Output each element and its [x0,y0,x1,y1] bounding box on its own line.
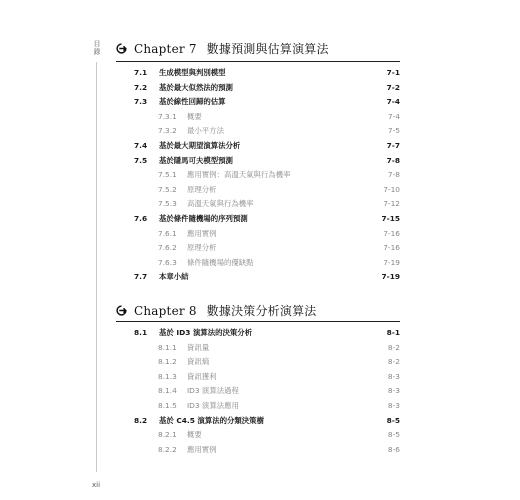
toc-entry-number: 7.1 [134,68,148,77]
toc-section-entry[interactable] [134,95,400,109]
chapter-title: 數據決策分析演算法 [206,304,317,318]
toc-subsection-entry[interactable] [134,227,400,241]
toc-section-entry[interactable] [134,81,400,95]
toc-entry-title: 資訊獲利 [187,371,217,381]
toc-entry-page: 8-5 [387,430,400,440]
chapter-title: 數據預測與估算演算法 [206,42,329,56]
toc-entry-title: 本章小結 [159,272,189,282]
toc-entry-title: 原理分析 [187,243,217,253]
toc-entry-page: 8-3 [387,371,400,381]
toc-entry-title: 原理分析 [187,184,217,194]
toc-entry-title: 高溫天氣與行為機率 [187,199,254,209]
toc-entry-page: 8-2 [387,342,400,352]
toc-entry-number: 7.5.3 [158,199,177,209]
chapter-number: Chapter 7 [134,42,197,56]
toc-entry-number: 8.2 [134,415,148,425]
toc-entry-title: 生成模型與判別模型 [159,68,226,77]
toc-subsection-entry[interactable] [134,370,400,384]
toc-entry-page: 8-5 [386,415,400,425]
toc-entry-page: 7-16 [383,243,400,253]
toc-subsection-entry[interactable] [134,183,400,197]
toc-entry-title: ID3 演算法過程 [187,386,239,396]
toc-section-entry[interactable] [134,270,400,284]
toc-entry-page: 7-1 [386,68,400,77]
toc-entry-number: 8.1 [134,328,148,337]
toc-subsection-entry[interactable] [134,443,400,457]
toc-entry-title: 基於最大期望演算法分析 [159,141,241,150]
toc-entry-page: 8-3 [387,386,400,396]
toc-entry-page: 7-19 [381,272,400,282]
toc-section-entry[interactable] [134,326,400,340]
chapter-8-rule [116,321,400,322]
toc-entry-title: 條件隨機場的優缺點 [187,257,254,267]
toc-entry-title: 基於條件隨機場的序列預測 [159,214,248,223]
toc-entry-title: 應用實例 [187,444,217,454]
toc-entry-page: 8-6 [387,444,400,454]
toc-entry-number: 8.2.1 [158,430,177,440]
toc-subsection-entry[interactable] [134,355,400,369]
toc-entry-number: 7.4 [134,141,148,150]
toc-subsection-entry[interactable] [134,197,400,211]
toc-subsection-entry[interactable] [134,384,400,398]
toc-entry-page: 7-2 [386,82,400,92]
toc-subsection-entry[interactable] [134,124,400,138]
toc-entry-page: 8-1 [386,328,400,337]
toc-entry-page: 7-8 [386,155,400,165]
toc-subsection-entry[interactable] [134,341,400,355]
toc-entry-number: 7.7 [134,272,148,282]
toc-entry-title: 概要 [187,111,202,121]
toc-entry-title: 概要 [187,430,202,440]
toc-entry-title: 應用實例：高溫天氣與行為機率 [187,170,291,180]
toc-section-entry[interactable] [134,66,400,80]
toc-entry-title: 基於 C4.5 演算法的分類決策樹 [159,415,264,425]
toc-entry-page: 7-12 [383,199,400,209]
toc-entry-number: 7.5 [134,155,148,165]
toc-entry-number: 7.3.2 [158,126,177,136]
chapter-7-rule [116,61,400,62]
toc-entry-page: 8-2 [387,357,400,367]
toc-subsection-entry[interactable] [134,399,400,413]
toc-subsection-entry[interactable] [134,428,400,442]
toc-entry-number: 7.3.1 [158,111,177,121]
toc-entry-number: 7.6 [134,214,148,223]
toc-entry-number: 8.1.5 [158,401,177,410]
toc-entry-number: 7.5.2 [158,184,177,194]
toc-section-entry[interactable] [134,414,400,428]
toc-entry-number: 8.1.1 [158,342,177,352]
toc-entry-number: 7.3 [134,97,148,107]
toc-entry-page: 7-10 [383,184,400,194]
side-rule [96,62,97,472]
toc-entry-number: 7.5.1 [158,170,177,180]
toc-entry-number: 8.1.2 [158,357,177,367]
toc-entry-number: 8.1.4 [158,386,177,396]
toc-entry-title: 最小平方法 [187,126,224,136]
toc-entry-title: 基於 ID3 演算法的決策分析 [159,328,253,337]
toc-entry-page: 7-15 [381,214,400,223]
toc-entry-number: 7.6.1 [158,228,177,238]
toc-entry-page: 7-5 [387,126,400,136]
toc-entry-title: 基於隱馬可夫模型預測 [159,155,233,165]
toc-entry-page: 7-7 [386,141,400,150]
chapter-arrow-icon [116,305,127,316]
toc-subsection-entry[interactable] [134,241,400,255]
chapter-number: Chapter 8 [134,304,197,318]
toc-entry-title: 資訊量 [187,342,210,352]
toc-entry-number: 7.2 [134,82,148,92]
toc-entry-title: 應用實例 [187,228,217,238]
toc-entry-page: 7-19 [383,257,400,267]
toc-entry-number: 8.1.3 [158,371,177,381]
side-label: 目錄 [93,40,101,56]
chapter-7-heading[interactable] [116,40,329,57]
toc-entry-page: 8-3 [387,401,400,410]
toc-section-entry[interactable] [134,154,400,168]
toc-entry-page: 7-4 [387,111,400,121]
toc-entry-title: 基於最大似然法的預測 [159,82,233,92]
toc-subsection-entry[interactable] [134,256,400,270]
toc-entry-number: 7.6.2 [158,243,177,253]
toc-entry-title: 資訊熵 [187,357,210,367]
toc-section-entry[interactable] [134,212,400,226]
page-number: xii [92,481,101,489]
chapter-arrow-icon [116,43,127,54]
toc-entry-title: 基於線性回歸的估算 [159,97,226,107]
toc-entry-title: ID3 演算法應用 [187,401,239,410]
toc-entry-page: 7-8 [387,170,400,180]
toc-entry-number: 7.6.3 [158,257,177,267]
toc-subsection-entry[interactable] [134,110,400,124]
toc-section-entry[interactable] [134,139,400,153]
chapter-8-heading[interactable] [116,302,316,319]
toc-subsection-entry[interactable] [134,168,400,182]
toc-entry-number: 8.2.2 [158,444,177,454]
toc-entry-page: 7-4 [386,97,400,107]
toc-entry-page: 7-16 [383,228,400,238]
